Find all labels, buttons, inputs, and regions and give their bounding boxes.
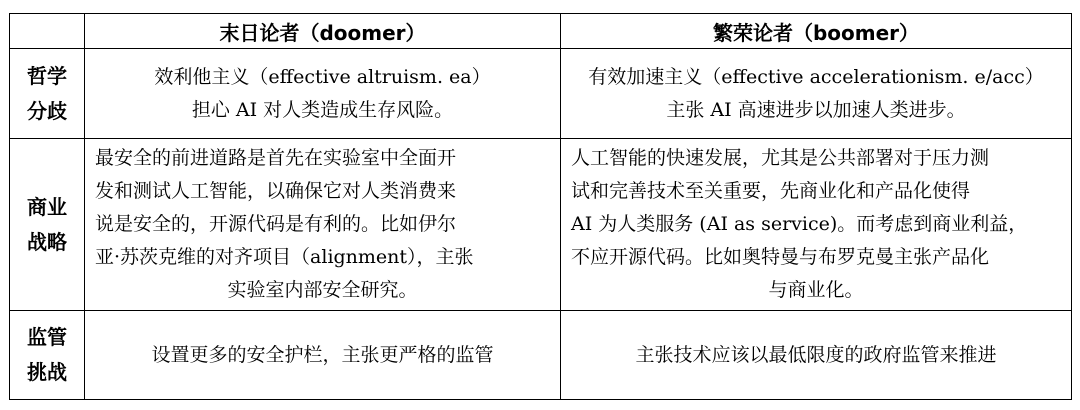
row-label-philosophy (10, 49, 85, 139)
row-business (10, 139, 1072, 311)
header-boomer: 繁荣论者（boomer） (561, 14, 1072, 49)
row-label-line: 分歧 (27, 98, 67, 123)
cell-line: 有效加速主义（effective accelerationism. e/acc） (588, 65, 1044, 88)
cell-philosophy-boomer (561, 49, 1072, 139)
cell-regulation-doomer (85, 311, 561, 400)
cell-regulation-boomer (561, 311, 1072, 400)
header-row (10, 14, 1072, 49)
cell-line: 发和测试人工智能，以确保它对人类消费来 (95, 180, 457, 202)
header-doomer: 末日论者（doomer） (85, 14, 561, 49)
cell-line: 不应开源代码。比如奥特曼与布罗克曼主张产品化 (571, 246, 990, 268)
cell-line: 主张技术应该以最低限度的政府监管来推进 (635, 343, 997, 366)
cell-business-doomer (85, 139, 561, 311)
cell-line: AI 为人类服务 (AI as service)。而考虑到商业利益， (571, 213, 1028, 235)
cell-line: 主张 AI 高速进步以加速人类进步。 (666, 98, 966, 121)
cell-line: 设置更多的安全护栏，主张更严格的监管 (151, 343, 494, 366)
cell-line: 实验室内部安全研究。 (227, 279, 418, 301)
row-label-regulation (10, 311, 85, 400)
cell-line: 说是安全的，开源代码是有利的。比如伊尔 (95, 213, 457, 235)
row-regulation (10, 311, 1072, 400)
cell-line: 试和完善技术至关重要，先商业化和产品化使得 (571, 180, 971, 202)
cell-line: 最安全的前进道路是首先在实验室中全面开 (95, 147, 457, 169)
cell-line: 担心 AI 对人类造成生存风险。 (191, 98, 454, 121)
cell-line: 人工智能的快速发展，尤其是公共部署对于压力测 (571, 147, 990, 169)
cell-philosophy-doomer (85, 49, 561, 139)
row-philosophy (10, 49, 1072, 139)
cell-business-boomer (561, 139, 1072, 311)
row-label-business (10, 139, 85, 311)
row-label-line: 监管 (27, 325, 67, 349)
cell-line: 亚·苏茨克维的对齐项目（alignment），主张 (95, 246, 474, 268)
row-label-line: 挑战 (27, 360, 67, 384)
row-label-line: 商业 (27, 194, 67, 219)
header-corner (10, 14, 85, 49)
row-label-line: 哲学 (27, 63, 67, 88)
comparison-table (9, 13, 1072, 400)
cell-line: 效利他主义（effective altruism. ea） (154, 65, 491, 88)
row-label-line: 战略 (27, 229, 67, 254)
cell-line: 与商业化。 (768, 279, 864, 301)
